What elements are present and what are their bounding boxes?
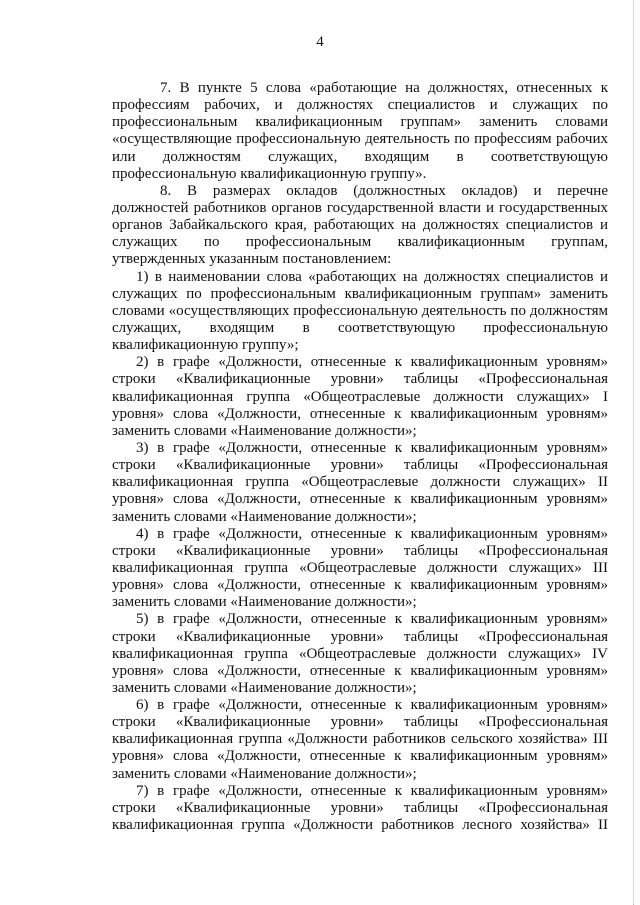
- page-number: 4: [316, 34, 324, 50]
- text-line: 1) в наименовании слова «работающих на должностях специалистов и: [136, 268, 608, 285]
- text-line: профессиональным квалификационным группам» заменить словами: [112, 114, 608, 131]
- text-line: служащих по профессиональным квалификационным группам» заменить: [112, 285, 608, 302]
- text-line: строки «Квалификационные уровни» таблицы «Профессиональная: [112, 799, 608, 816]
- text-line: заменить словами «Наименование должности»;: [112, 679, 417, 696]
- text-line: или должностям служащих, входящим в соответствующую: [112, 148, 608, 165]
- text-line: должностей работников органов государственной власти и государственных: [112, 199, 608, 216]
- text-line: уровня» слова «Должности, отнесенные к квалификационным уровням»: [112, 491, 608, 508]
- text-line: заменить словами «Наименование должности»;: [112, 508, 417, 525]
- text-line: строки «Квалификационные уровни» таблицы «Профессиональная: [112, 457, 608, 474]
- text-line: уровня» слова «Должности, отнесенные к квалификационным уровням»: [112, 577, 608, 594]
- text-line: квалификационная группа «Общеотраслевые должности служащих» I: [112, 388, 608, 405]
- text-line: заменить словами «Наименование должности»;: [112, 422, 417, 439]
- text-line: заменить словами «Наименование должности»;: [112, 765, 417, 782]
- text-line: квалификационная группа «Должности работников лесного хозяйства» II: [112, 817, 608, 834]
- text-line: заменить словами «Наименование должности»;: [112, 594, 417, 611]
- text-line: профессиональную квалификационную группу».: [112, 165, 427, 182]
- scan-edge-divider: [633, 0, 634, 905]
- paragraph: [112, 526, 608, 612]
- text-line: уровня» слова «Должности, отнесенные к квалификационным уровням»: [112, 662, 608, 679]
- paragraph: [112, 783, 608, 834]
- text-line: строки «Квалификационные уровни» таблицы «Профессиональная: [112, 542, 608, 559]
- paragraph: [112, 183, 608, 269]
- text-line: строки «Квалификационные уровни» таблицы «Профессиональная: [112, 714, 608, 731]
- text-line: 5) в графе «Должности, отнесенные к квалификационным уровням»: [136, 611, 608, 628]
- text-line: квалификационная группа «Общеотраслевые должности служащих» IV: [112, 645, 608, 662]
- paragraph: [112, 697, 608, 783]
- text-line: квалификационная группа «Общеотраслевые должности служащих» II: [112, 474, 608, 491]
- text-line: 6) в графе «Должности, отнесенные к квалификационным уровням»: [136, 697, 608, 714]
- text-line: служащих по профессиональным квалификационным группам,: [112, 234, 608, 251]
- text-line: словами «осуществляющих профессиональную деятельность по должностям: [112, 302, 608, 319]
- text-line: уровня» слова «Должности, отнесенные к квалификационным уровням»: [112, 405, 608, 422]
- text-line: профессиям рабочих, и должностях специалистов и служащих по: [112, 97, 608, 114]
- paragraph: [112, 611, 608, 697]
- paragraph: [112, 269, 608, 355]
- text-line: 7. В пункте 5 слова «работающие на должностях, отнесенных к: [160, 80, 608, 96]
- text-line: «осуществляющие профессиональную деятельность по профессиям рабочих: [112, 131, 608, 148]
- text-line: 8. В размерах окладов (должностных окладов) и перечне: [160, 182, 608, 199]
- text-line: 2) в графе «Должности, отнесенные к квалификационным уровням»: [136, 354, 608, 371]
- text-line: квалификационную группу»;: [112, 337, 299, 354]
- text-line: утвержденных указанным постановлением:: [112, 251, 392, 268]
- text-line: 7) в графе «Должности, отнесенные к квалификационным уровням»: [136, 782, 608, 799]
- text-line: 4) в графе «Должности, отнесенные к квалификационным уровням»: [136, 525, 608, 542]
- paragraph: [112, 354, 608, 440]
- text-line: строки «Квалификационные уровни» таблицы «Профессиональная: [112, 371, 608, 388]
- paragraph: [112, 440, 608, 526]
- document-body: [112, 80, 608, 834]
- text-line: служащих, входящим в соответствующую профессиональную: [112, 319, 608, 336]
- paragraph: [112, 80, 608, 183]
- text-line: 3) в графе «Должности, отнесенные к квалификационным уровням»: [136, 439, 608, 456]
- text-line: квалификационная группа «Общеотраслевые должности служащих» III: [112, 559, 608, 576]
- text-line: строки «Квалификационные уровни» таблицы «Профессиональная: [112, 628, 608, 645]
- text-line: уровня» слова «Должности, отнесенные к квалификационным уровням»: [112, 748, 608, 765]
- text-line: квалификационная группа «Должности работников сельского хозяйства» III: [112, 731, 608, 748]
- text-line: органов Забайкальского края, работающих на должностях специалистов и: [112, 217, 608, 234]
